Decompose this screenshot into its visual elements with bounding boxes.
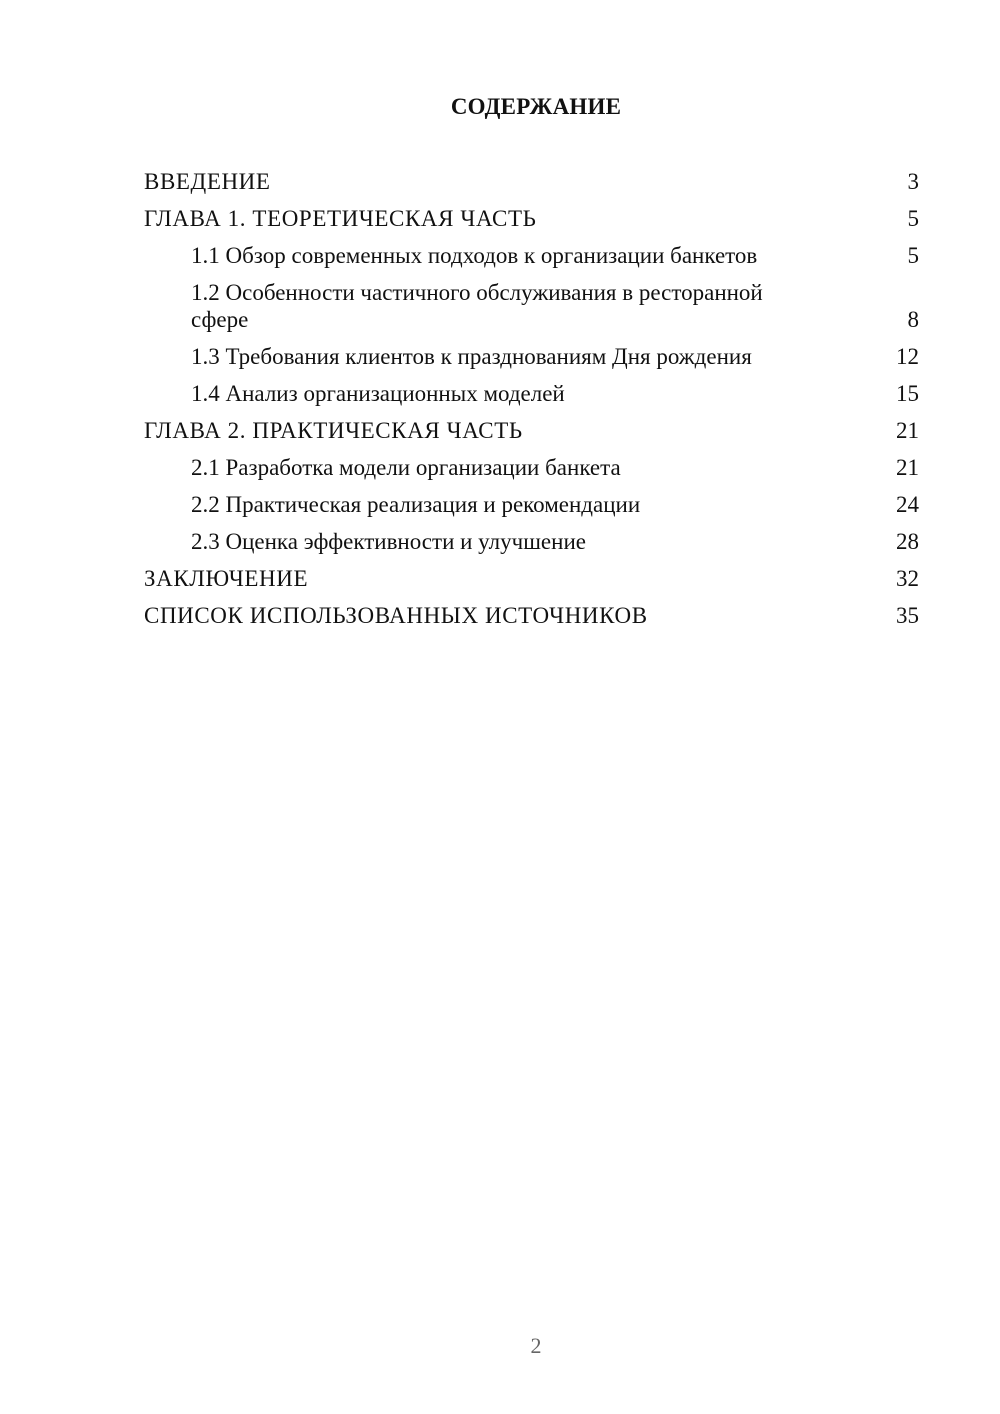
toc-entry-page: 5: [907, 243, 919, 268]
toc-entry-page: 32: [896, 566, 919, 591]
toc-entry-page: 8: [907, 307, 919, 332]
toc-entry-section-2-2[interactable]: [144, 491, 919, 518]
toc-entry-section-1-2[interactable]: [144, 279, 919, 333]
toc-entry-page: 24: [896, 492, 919, 517]
toc-entry-title: 1.1 Обзор современных подходов к организации банкетов: [191, 243, 758, 268]
table-of-contents: [144, 168, 919, 639]
toc-entry-section-1-3[interactable]: [144, 343, 919, 370]
toc-entry-section-1-4[interactable]: [144, 380, 919, 407]
toc-entry-page: 12: [896, 344, 919, 369]
toc-entry-title: ГЛАВА 1. ТЕОРЕТИЧЕСКАЯ ЧАСТЬ: [144, 206, 537, 231]
toc-entry-title: 2.2 Практическая реализация и рекомендации: [191, 492, 641, 517]
toc-entry-title: 1.4 Анализ организационных моделей: [191, 381, 565, 406]
toc-entry-title: ЗАКЛЮЧЕНИЕ: [144, 566, 309, 591]
toc-entry-page: 5: [907, 206, 919, 231]
toc-entry-section-2-1[interactable]: [144, 454, 919, 481]
toc-entry-title: ВВЕДЕНИЕ: [144, 169, 271, 194]
toc-entry-title: 2.1 Разработка модели организации банкета: [191, 455, 621, 480]
toc-entry-references[interactable]: [144, 602, 919, 629]
toc-entry-title: ГЛАВА 2. ПРАКТИЧЕСКАЯ ЧАСТЬ: [144, 418, 523, 443]
toc-entry-page: 21: [896, 418, 919, 443]
toc-entry-page: 15: [896, 381, 919, 406]
toc-entry-chapter-2[interactable]: [144, 417, 919, 444]
toc-entry-title: 2.3 Оценка эффективности и улучшение: [191, 529, 586, 554]
toc-entry-section-1-1[interactable]: [144, 242, 919, 269]
toc-entry-page: 21: [896, 455, 919, 480]
toc-entry-title: 1.2 Особенности частичного обслуживания в ресторанной сфере: [191, 280, 763, 332]
toc-entry-title: 1.3 Требования клиентов к празднованиям Дня рождения: [191, 344, 752, 369]
toc-entry-page: 35: [896, 603, 919, 628]
toc-entry-introduction[interactable]: [144, 168, 919, 195]
toc-entry-title: СПИСОК ИСПОЛЬЗОВАННЫХ ИСТОЧНИКОВ: [144, 603, 648, 628]
toc-entry-page: 3: [907, 169, 919, 194]
page-number: 2: [530, 1333, 542, 1358]
toc-entry-section-2-3[interactable]: [144, 528, 919, 555]
page-title: СОДЕРЖАНИЕ: [450, 94, 622, 119]
toc-entry-page: 28: [896, 529, 919, 554]
toc-entry-conclusion[interactable]: [144, 565, 919, 592]
toc-entry-chapter-1[interactable]: [144, 205, 919, 232]
